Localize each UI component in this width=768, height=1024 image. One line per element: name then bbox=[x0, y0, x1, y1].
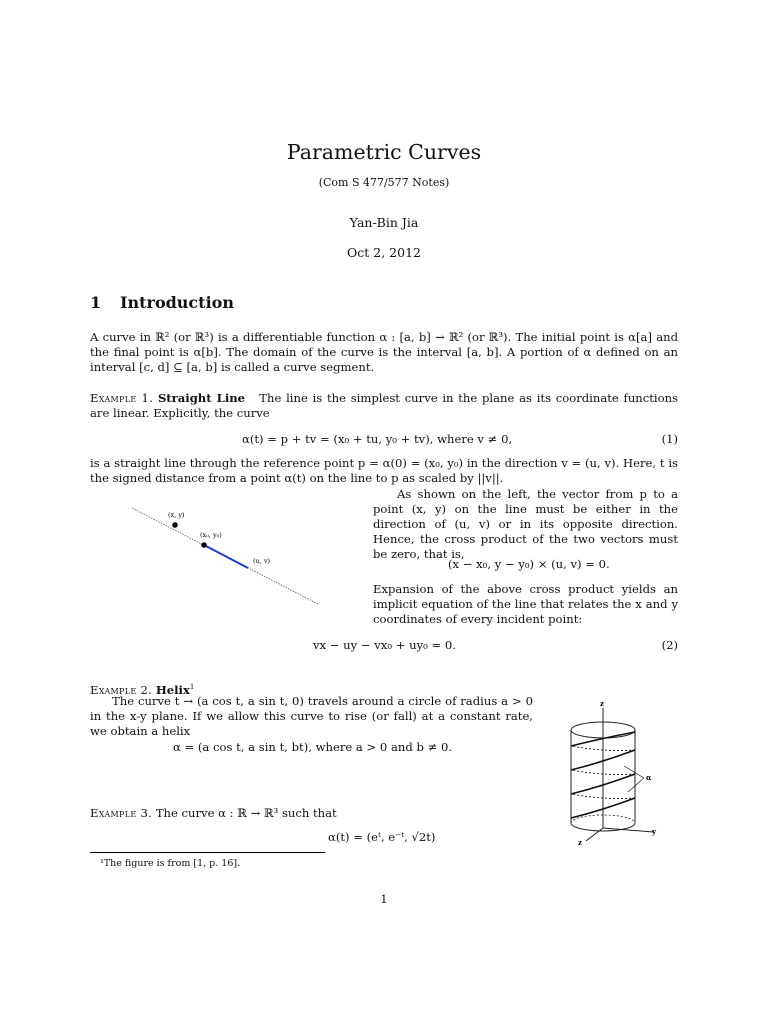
point-ref bbox=[201, 542, 207, 548]
example1-heading: Straight Line bbox=[157, 391, 246, 405]
example2-label: Example 2. bbox=[90, 682, 153, 697]
y-axis bbox=[603, 828, 653, 832]
equation-1-number: (1) bbox=[661, 432, 678, 446]
section-number: 1 bbox=[90, 293, 102, 312]
paper-author: Yan-Bin Jia bbox=[349, 215, 419, 230]
cross-product-equation: (x − x₀, y − y₀) × (u, v) = 0. bbox=[448, 557, 610, 571]
label-ref: (x₀, y₀) bbox=[200, 531, 222, 539]
alpha-label: α bbox=[646, 773, 652, 782]
example1-paragraph bbox=[90, 391, 678, 421]
equation-2: vx − uy − vx₀ + uy₀ = 0. bbox=[313, 638, 456, 652]
example1-label: Example 1. bbox=[90, 391, 154, 405]
page-number: 1 bbox=[380, 892, 388, 906]
straight-line-figure bbox=[128, 500, 328, 610]
helix-equation: α = (a cos t, a sin t, bt), where a > 0 and b ≠ 0. bbox=[173, 740, 453, 754]
example2-footnote-mark: 1 bbox=[189, 683, 195, 691]
z-axis-label: z bbox=[600, 700, 604, 708]
example1-side-text: As shown on the left, the vector from p to a point (x, y) on the line must be either in the direction of (u, v) or in its opposite direction. Hence, the cross product of the two vectors must be zero, that is, bbox=[373, 487, 678, 561]
intro-paragraph: A curve in ℝ² (or ℝ³) is a differentiable function α : [a, b] → ℝ² (or ℝ³). The initial point is α[a] and the final point is α[b]. The domain of the curve is the interval [a, b]. A portion of α defined on an interval [c, d] ⊆ [a, b] is called a curve segment. bbox=[90, 330, 678, 374]
example1-text: The line is the simplest curve in the plane as its coordinate functions are linear. Explicitly, the curve bbox=[90, 391, 679, 420]
section-heading bbox=[90, 293, 234, 312]
example3-equation: α(t) = (eᵗ, e⁻ᵗ, √2t) bbox=[328, 830, 436, 844]
paper-title: Parametric Curves bbox=[286, 140, 482, 164]
section-title: Introduction bbox=[120, 293, 234, 312]
alpha-pointer-2 bbox=[628, 778, 644, 792]
example3-text: The curve α : ℝ → ℝ³ such that bbox=[155, 806, 337, 820]
label-xy: (x, y) bbox=[168, 511, 185, 519]
equation-1: α(t) = p + tv = (x₀ + tu, y₀ + tv), where v ≠ 0, bbox=[242, 432, 513, 446]
example2-heading: Helix bbox=[155, 682, 190, 697]
example3-paragraph bbox=[90, 806, 678, 821]
equation-2-number: (2) bbox=[661, 638, 678, 652]
example3-label: Example 3. bbox=[90, 806, 153, 820]
paper-subtitle: (Com S 477/577 Notes) bbox=[318, 176, 450, 189]
direction-vector bbox=[204, 545, 248, 568]
example1-expansion-text: Expansion of the above cross product yields an implicit equation of the line that relates the x and y coordinates of every incident point: bbox=[373, 582, 678, 626]
example1-after-eq: is a straight line through the reference point p = α(0) = (x₀, y₀) in the direction v = (u, v). Here, t is the signed distance from a point α(t) on the line to p as scaled by ||v||. bbox=[90, 456, 678, 485]
example2-text: The curve t → (a cos t, a sin t, 0) travels around a circle of radius a > 0 in the x-y plane. If we allow this curve to rise (or fall) at a constant rate, we obtain a helix bbox=[90, 694, 533, 738]
y-axis-label: y bbox=[652, 827, 657, 836]
x-axis-label: z bbox=[578, 838, 582, 847]
footnote: ¹The figure is from [1, p. 16]. bbox=[100, 858, 241, 869]
label-dir: (u, v) bbox=[253, 557, 271, 565]
point-xy bbox=[172, 522, 178, 528]
footnote-rule bbox=[90, 852, 325, 853]
paper-date: Oct 2, 2012 bbox=[347, 245, 421, 260]
helix-figure bbox=[548, 700, 678, 850]
